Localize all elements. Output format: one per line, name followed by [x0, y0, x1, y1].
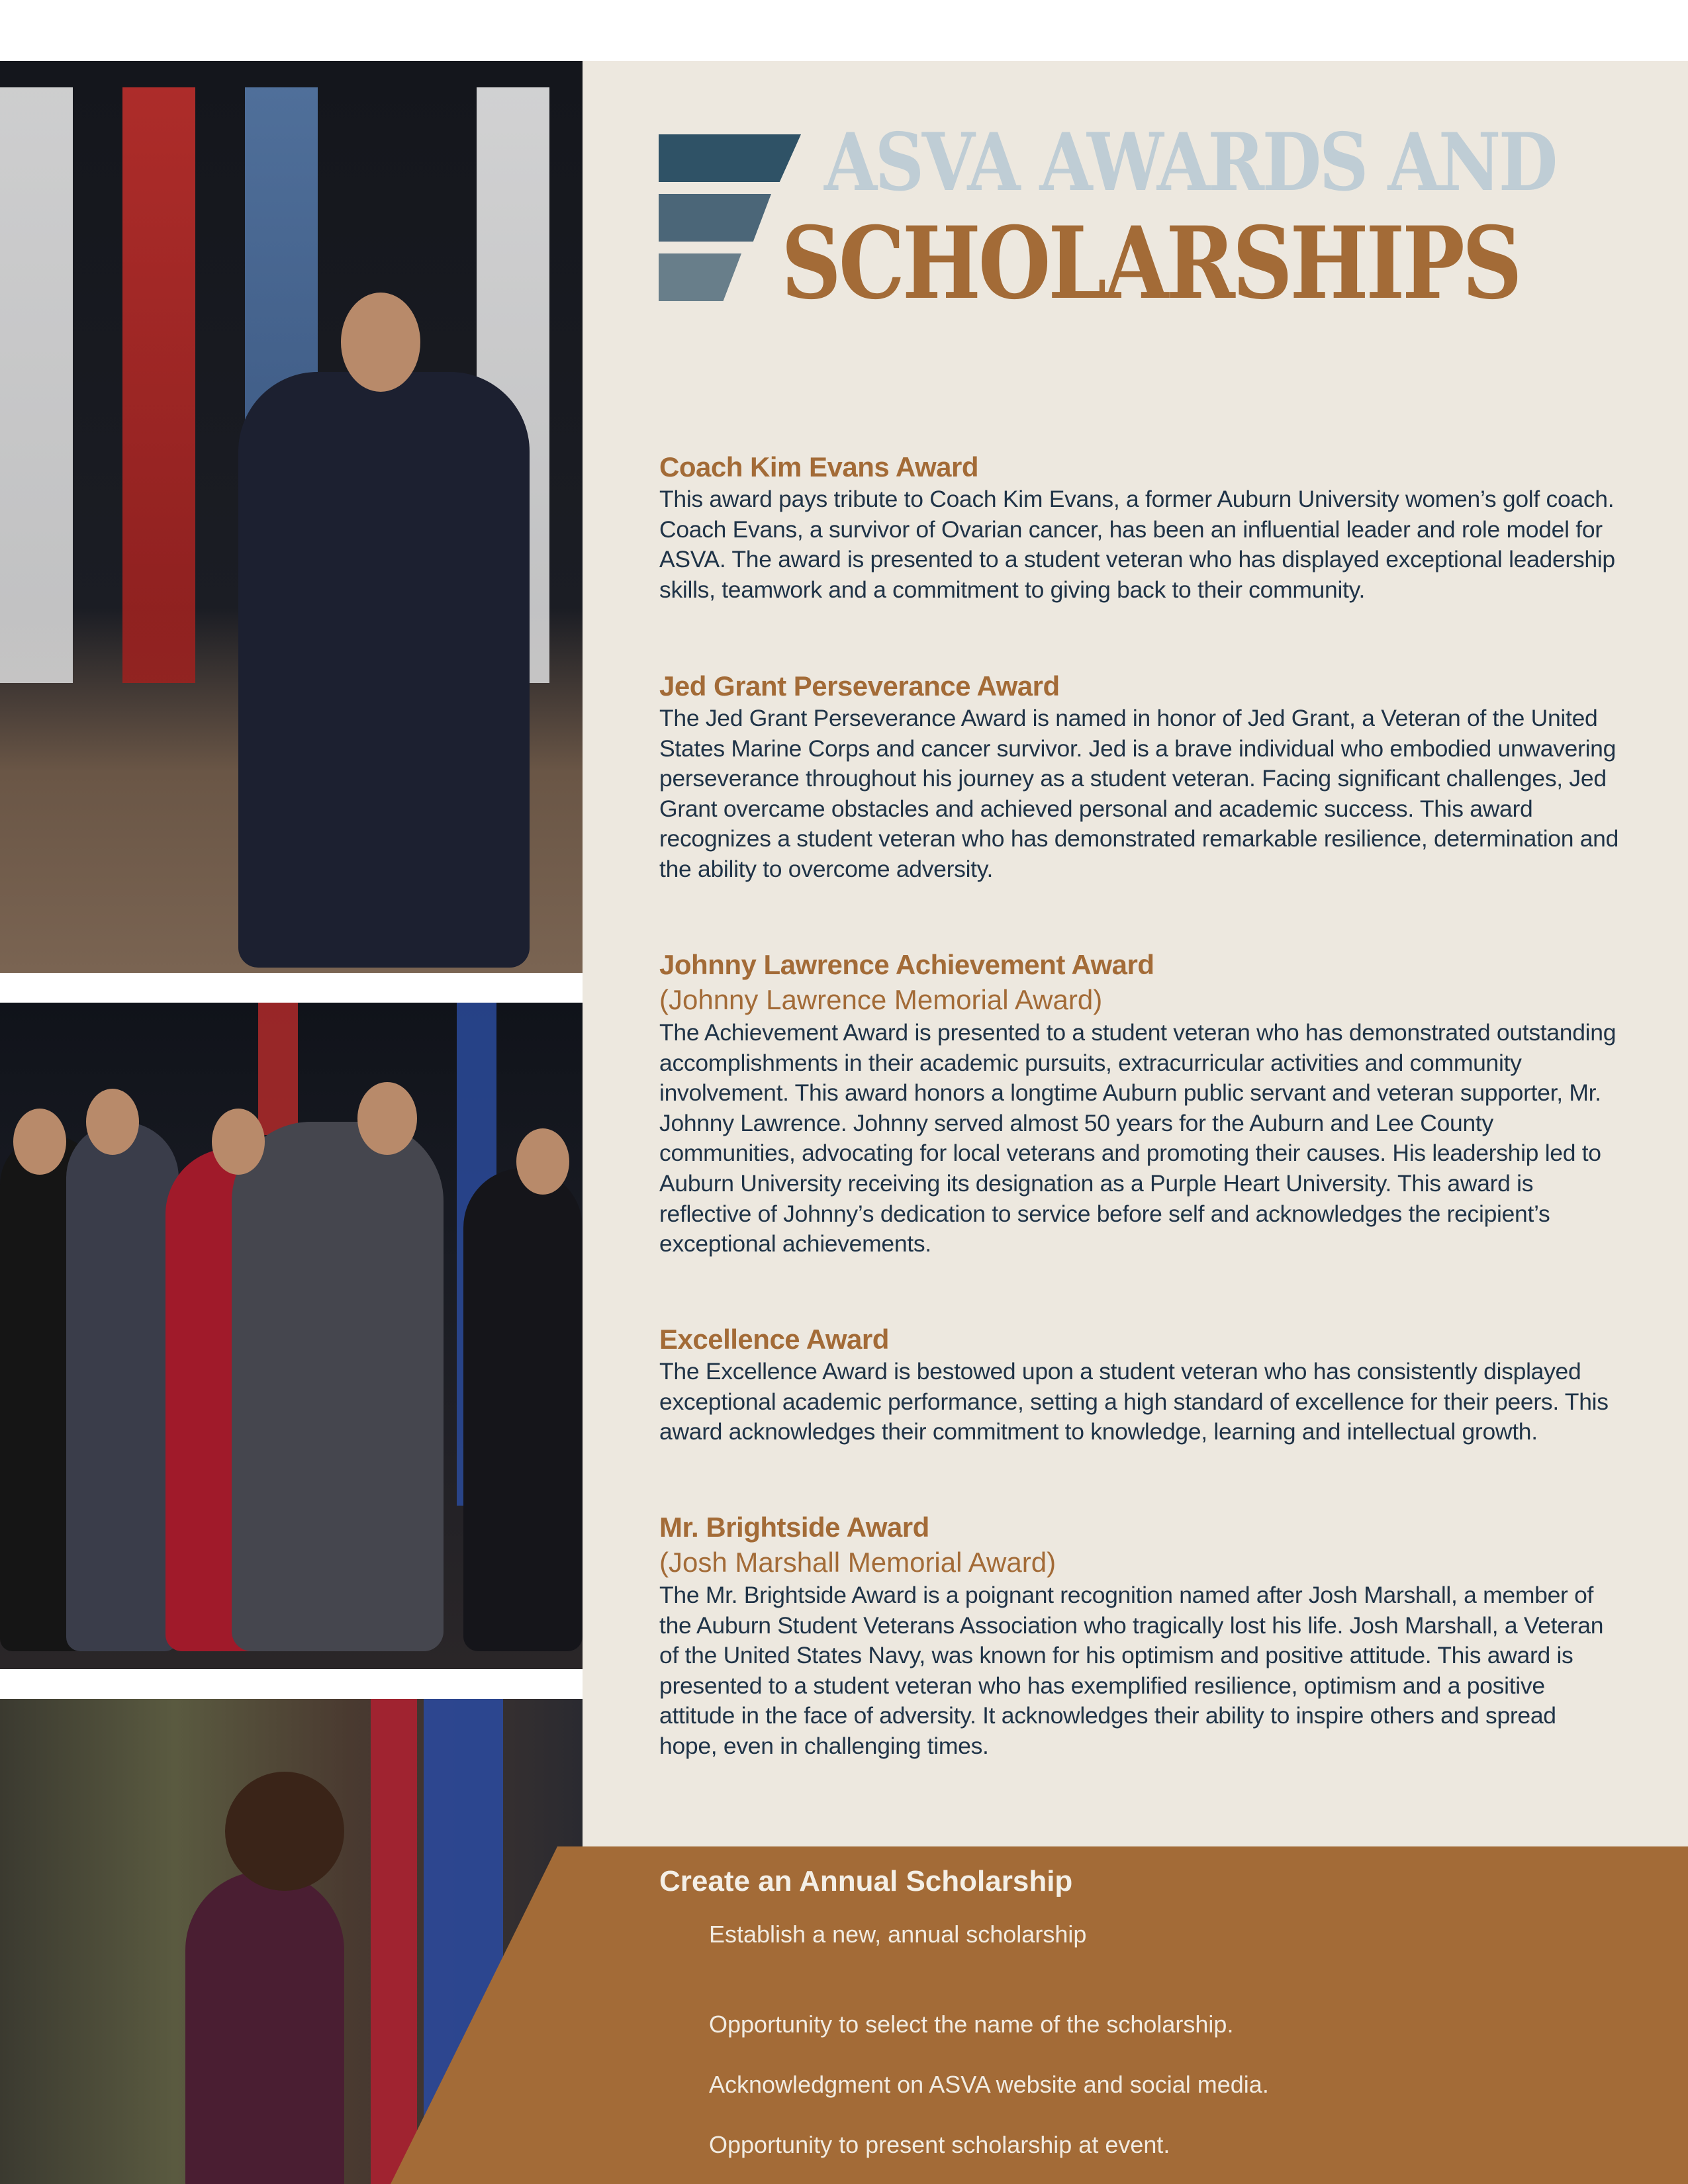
award-description: The Mr. Brightside Award is a poignant recognition named after Josh Marshall, a member of the Auburn Student Veterans Association who tragically lost his life. Josh Marshall, a Veteran of the United States Navy, was known for his optimism and positive attitude. This award is presented to a student veteran who has exemplified resilience, optimism and a positive attitude in the face of adversity. It acknowledges their ability to inspire others and spread hope, even in challenging times.	[659, 1582, 1604, 1759]
award-description: The Excellence Award is bestowed upon a student veteran who has consistently displayed exceptional academic performance, setting a high standard of excellence for their peers. This award acknowledges their commitment to knowledge, learning and intellectual growth.	[659, 1358, 1609, 1445]
person-head	[357, 1082, 417, 1155]
scholarship-item: Opportunity to present scholarship at event.	[709, 2131, 1170, 2158]
person	[66, 1122, 179, 1651]
award-title: Mr. Brightside Award	[659, 1512, 929, 1543]
award-coach-kim-evans	[659, 450, 1619, 605]
award-description: The Jed Grant Perseverance Award is named in honor of Jed Grant, a Veteran of the United States Marine Corps and cancer survivor. Jed is a brave individual who embodied unwavering perseverance throughout his journey as a student veteran. Facing significant challenges, Jed Grant overcame obstacles and achieved personal and academic success. This award recognizes a student veteran who has demonstrated remarkable resilience, determination and the ability to overcome adversity.	[659, 705, 1619, 882]
logo-bar	[659, 194, 771, 242]
person-head	[225, 1772, 344, 1891]
person-head	[13, 1109, 66, 1175]
award-jed-grant	[659, 669, 1619, 885]
award-subtitle: (Josh Marshall Memorial Award)	[659, 1547, 1056, 1578]
person	[463, 1168, 583, 1651]
award-description: This award pays tribute to Coach Kim Evans, a former Auburn University women’s golf coach. Coach Evans, a survivor of Ovarian cancer, has been an influential leader and role model for ASVA. The award is presented to a student veteran who has displayed exceptional leadership skills, teamwork and a commitment to giving back to their community.	[659, 486, 1615, 603]
award-description: The Achievement Award is presented to a student veteran who has demonstrated outstanding accomplishments in their academic pursuits, extracurricular activities and community involvement. This award honors a longtime Auburn public servant and veteran supporter, Mr. Johnny Lawrence. Johnny served almost 50 years for the Auburn and Lee County communities, advocating for local veterans and promoting their causes. His leadership led to Auburn University receiving its designation as a Purple Heart University. This award is reflective of Johnny’s dedication to service before self and acknowledges the recipient’s exceptional achievements.	[659, 1019, 1617, 1257]
award-title: Coach Kim Evans Award	[659, 451, 978, 482]
page-title-line1: ASVA AWARDS AND	[824, 116, 1556, 209]
award-title: Johnny Lawrence Achievement Award	[659, 949, 1154, 980]
person	[238, 372, 530, 968]
person-head	[86, 1089, 139, 1155]
scholarship-title: Create an Annual Scholarship	[659, 1865, 1073, 1897]
award-johnny-lawrence	[659, 948, 1619, 1259]
scholarship-item: Opportunity to select the name of the scholarship.	[709, 2011, 1234, 2038]
flag	[258, 1003, 298, 1135]
award-excellence	[659, 1322, 1619, 1447]
photo-officer-speaking	[0, 61, 583, 973]
person	[232, 1122, 444, 1651]
scholarship-item: Establish a new, annual scholarship	[709, 1921, 1087, 1948]
flag	[371, 1699, 417, 2184]
flag	[122, 87, 195, 683]
photo-award-hug	[0, 1003, 583, 1669]
person-head	[341, 293, 420, 392]
person	[185, 1871, 344, 2184]
person-head	[516, 1128, 569, 1195]
award-title: Excellence Award	[659, 1324, 889, 1355]
award-subtitle: (Johnny Lawrence Memorial Award)	[659, 984, 1103, 1015]
award-title: Jed Grant Perseverance Award	[659, 670, 1060, 702]
page-title-line2: SCHOLARSHIPS	[781, 205, 1520, 322]
award-mr-brightside	[659, 1510, 1619, 1762]
logo-bar	[659, 134, 801, 182]
person-head	[212, 1109, 265, 1175]
scholarship-item: Acknowledgment on ASVA website and social media.	[709, 2071, 1269, 2098]
flag	[0, 87, 73, 683]
